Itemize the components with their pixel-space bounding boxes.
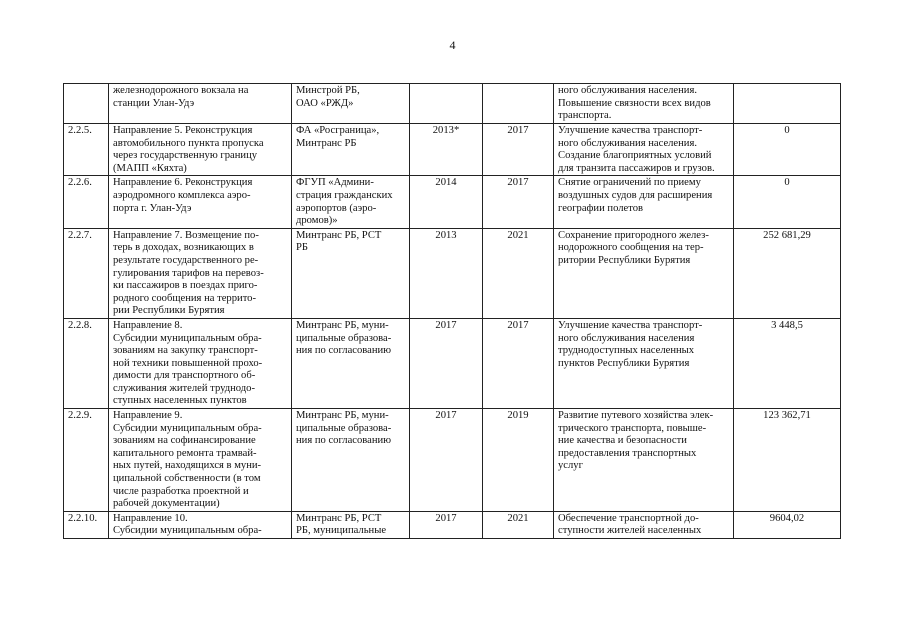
end-year: 2019: [483, 409, 554, 512]
direction-text: Направление 10. Субсидии муниципальным обра-: [109, 511, 292, 538]
table-row: [64, 176, 841, 228]
direction-text: Направление 6. Реконструкция аэродромного комплекса аэро- порта г. Улан-Удэ: [109, 176, 292, 228]
funding-amount: [734, 84, 841, 124]
direction-text: железнодорожного вокзала на станции Улан-Удэ: [109, 84, 292, 124]
direction-text: Направление 9. Субсидии муниципальным обра- зованиям на софинансирование капитального ремонта трамвай- ных путей, находящихся в муни- ципальной собственности (в том числе разработка проектной и рабочей документации): [109, 409, 292, 512]
table-row: [64, 318, 841, 408]
executor-text: ФГУП «Админи- страция гражданских аэропортов (аэро- дромов)»: [292, 176, 410, 228]
start-year: [410, 84, 483, 124]
start-year: 2017: [410, 511, 483, 538]
end-year: [483, 84, 554, 124]
table-row: [64, 409, 841, 512]
funding-amount: 252 681,29: [734, 228, 841, 318]
expected-result: Снятие ограничений по приему воздушных судов для расширения географии полетов: [554, 176, 734, 228]
expected-result: ного обслуживания населения. Повышение связности всех видов транспорта.: [554, 84, 734, 124]
funding-amount: 123 362,71: [734, 409, 841, 512]
executor-text: ФА «Росграница», Минтранс РБ: [292, 124, 410, 176]
expected-result: Сохранение пригородного желез- нодорожного сообщения на тер- ритории Республики Бурятия: [554, 228, 734, 318]
direction-text: Направление 8. Субсидии муниципальным обра- зованиям на закупку транспорт- ной техники повышенной прохо- димости для транспортного об- служивания жителей труднодо- ступных населенных пунктов: [109, 318, 292, 408]
item-number: 2.2.9.: [64, 409, 109, 512]
start-year: 2017: [410, 318, 483, 408]
end-year: 2021: [483, 511, 554, 538]
item-number: 2.2.6.: [64, 176, 109, 228]
start-year: 2013*: [410, 124, 483, 176]
expected-result: Улучшение качества транспорт- ного обслуживания населения труднодоступных населенных пунктов Республики Бурятия: [554, 318, 734, 408]
program-table: [63, 83, 841, 539]
executor-text: Минтранс РБ, РСТ РБ: [292, 228, 410, 318]
table-row: [64, 124, 841, 176]
table-row: [64, 228, 841, 318]
start-year: 2017: [410, 409, 483, 512]
direction-text: Направление 5. Реконструкция автомобильного пункта пропуска через государственную границу (МАПП «Кяхта): [109, 124, 292, 176]
end-year: 2017: [483, 176, 554, 228]
funding-amount: 9604,02: [734, 511, 841, 538]
end-year: 2017: [483, 124, 554, 176]
direction-text: Направление 7. Возмещение по- терь в доходах, возникающих в результате государственного ре- гулирования тарифов на перевоз- ки пассажиров в поездах приго- родного сообщения на террито- рии Республики Бурятия: [109, 228, 292, 318]
item-number: 2.2.5.: [64, 124, 109, 176]
expected-result: Развитие путевого хозяйства элек- трического транспорта, повыше- ние качества и безопасности предоставления транспортных услуг: [554, 409, 734, 512]
executor-text: Минтранс РБ, муни- ципальные образова- ния по согласованию: [292, 318, 410, 408]
table-row: [64, 84, 841, 124]
funding-amount: 0: [734, 176, 841, 228]
item-number: 2.2.7.: [64, 228, 109, 318]
executor-text: Минстрой РБ, ОАО «РЖД»: [292, 84, 410, 124]
item-number: 2.2.8.: [64, 318, 109, 408]
end-year: 2021: [483, 228, 554, 318]
start-year: 2014: [410, 176, 483, 228]
executor-text: Минтранс РБ, РСТ РБ, муниципальные: [292, 511, 410, 538]
page-number: 4: [449, 38, 456, 52]
table-row: [64, 511, 841, 538]
item-number: 2.2.10.: [64, 511, 109, 538]
funding-amount: 0: [734, 124, 841, 176]
item-number: [64, 84, 109, 124]
funding-amount: 3 448,5: [734, 318, 841, 408]
end-year: 2017: [483, 318, 554, 408]
expected-result: Обеспечение транспортной до- ступности жителей населенных: [554, 511, 734, 538]
start-year: 2013: [410, 228, 483, 318]
executor-text: Минтранс РБ, муни- ципальные образова- ния по согласованию: [292, 409, 410, 512]
expected-result: Улучшение качества транспорт- ного обслуживания населения. Создание благоприятных условий для транзита пассажиров и грузов.: [554, 124, 734, 176]
